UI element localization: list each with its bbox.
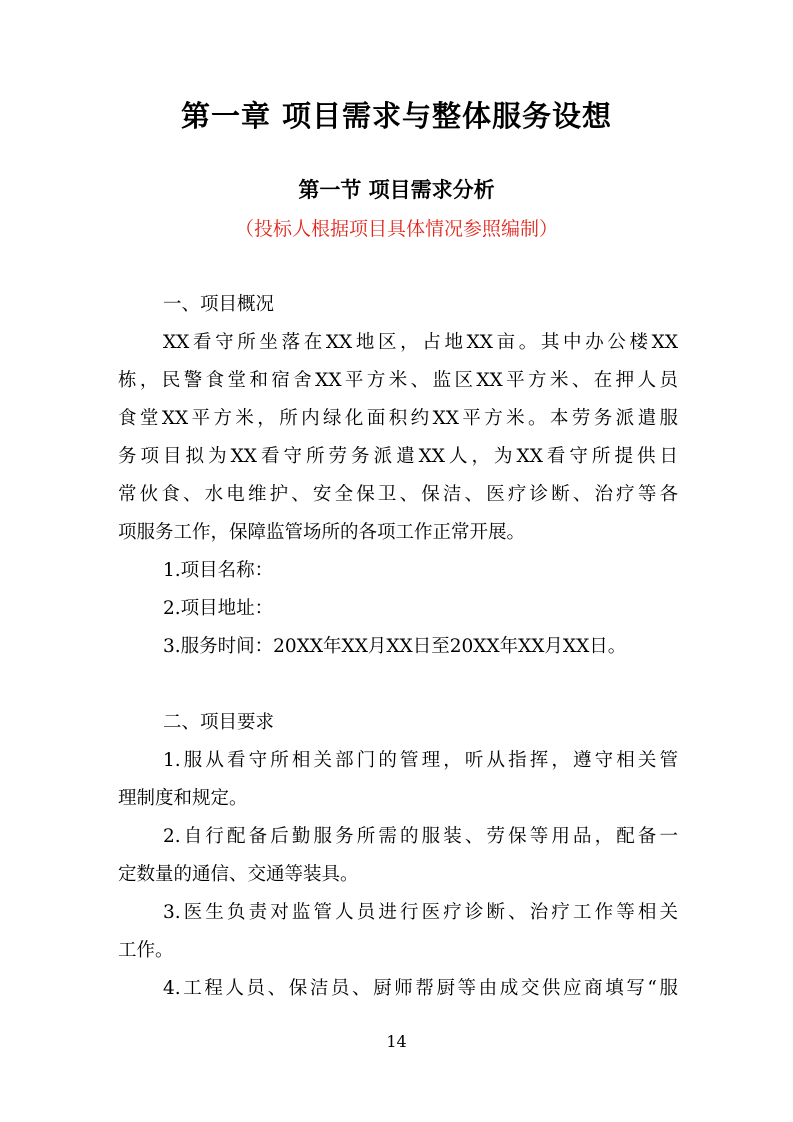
project-name-item: 1.项目名称： — [163, 560, 274, 581]
project-address-item: 2.项目地址： — [163, 598, 274, 619]
service-time-item: 3.服务时间：20XX年XX月XX日至20XX年XX月XX日。 — [163, 636, 627, 657]
requirement-line: 定数量的通信、交通等装具。 — [118, 864, 359, 885]
section-title: 第一节 项目需求分析 — [298, 178, 495, 202]
requirement-line: 3.医生负责对监管人员进行医疗诊断、治疗工作等相关 — [163, 902, 678, 923]
requirement-line: 2.自行配备后勤服务所需的服装、劳保等用品，配备一 — [163, 826, 678, 847]
requirement-line: 1.服从看守所相关部门的管理，听从指挥，遵守相关管 — [163, 750, 678, 771]
overview-line: 常伙食、水电维护、安全保卫、保洁、医疗诊断、治疗等各 — [118, 484, 678, 505]
page-number: 14 — [386, 1032, 407, 1051]
overview-heading: 一、项目概况 — [163, 294, 275, 315]
overview-line: 食堂XX平方米，所内绿化面积约XX平方米。本劳务派遣服 — [118, 408, 678, 429]
requirement-line: 4.工程人员、保洁员、厨师帮厨等由成交供应商填写“服 — [163, 978, 678, 999]
overview-line: XX看守所坐落在XX地区，占地XX亩。其中办公楼XX — [163, 332, 678, 353]
section-note: （投标人根据项目具体情况参照编制） — [234, 218, 558, 240]
chapter-title: 第一章 项目需求与整体服务设想 — [180, 99, 613, 133]
requirement-line: 理制度和规定。 — [118, 788, 248, 809]
overview-line: 项服务工作，保障监管场所的各项工作正常开展。 — [118, 522, 526, 543]
requirements-heading: 二、项目要求 — [163, 712, 275, 733]
requirement-line: 工作。 — [118, 940, 174, 961]
overview-line: 栋，民警食堂和宿舍XX平方米、监区XX平方米、在押人员 — [118, 370, 678, 391]
overview-line: 务项目拟为XX看守所劳务派遣XX人，为XX看守所提供日 — [118, 446, 678, 467]
